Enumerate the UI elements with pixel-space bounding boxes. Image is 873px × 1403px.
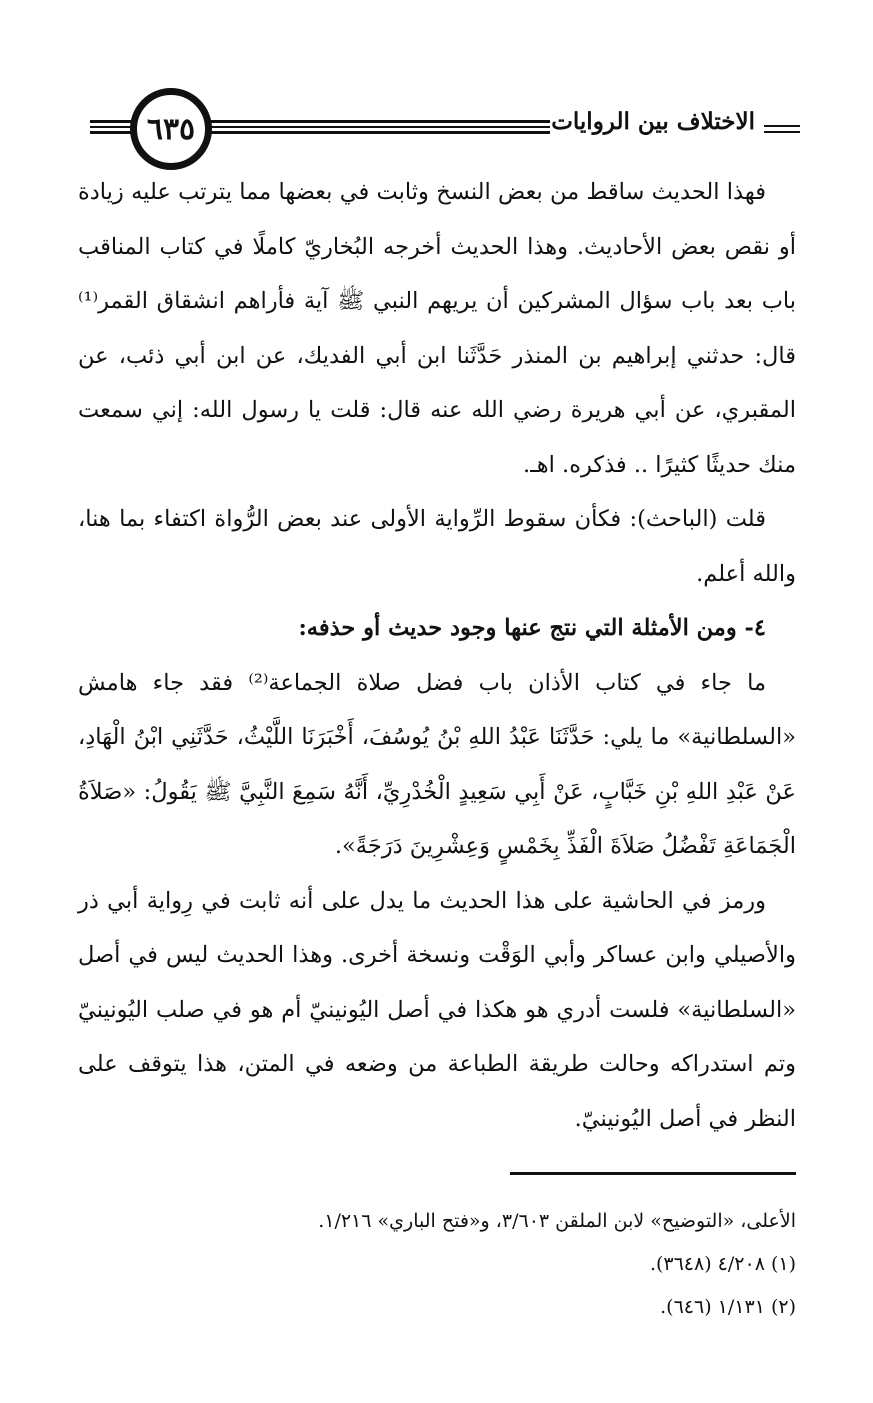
- main-text: [78, 165, 796, 1146]
- header-rule-right: [764, 125, 800, 133]
- footnote-separator: [510, 1172, 796, 1175]
- footnote-carryover: الأعلى، «التوضيح» لابن الملقن ٣/٦٠٣، و«فتح الباري» ١/٢١٦.: [318, 1210, 796, 1232]
- paragraph-2: قلت (الباحث): فكأن سقوط الرِّواية الأولى عند بعض الرُّواة اكتفاء بما هنا، والله أعلم.: [78, 506, 796, 587]
- footnotes: [120, 1200, 796, 1329]
- footnote-1: (١) ٤/٢٠٨ (٣٦٤٨).: [649, 1253, 796, 1275]
- header-rule-middle: [210, 120, 550, 134]
- paragraph-3: ما جاء في كتاب الأذان باب فضل صلاة الجماعة⁽²⁾ فقد جاء هامش «السلطانية» ما يلي: حَدَّثَنَا عَبْدُ اللهِ بْنُ يُوسُفَ، أَخْبَرَنَا اللَّيْثُ، حَدَّثَنِي ابْنُ الْهَادِ، عَنْ عَبْدِ اللهِ بْنِ خَبَّابٍ، عَنْ أَبِي سَعِيدٍ الْخُدْرِيِّ، أَنَّهُ سَمِعَ النَّبِيَّ ﷺ يَقُولُ: «صَلاَةُ الْجَمَاعَةِ تَفْضُلُ صَلاَةَ الْفَذِّ بِخَمْسٍ وَعِشْرِينَ دَرَجَةً».: [78, 669, 796, 859]
- footnote-2: (٢) ١/١٣١ (٦٤٦).: [660, 1296, 796, 1318]
- page-number-badge: [130, 88, 212, 170]
- paragraph-4: ورمز في الحاشية على هذا الحديث ما يدل على أنه ثابت في رِواية أبي ذر والأصيلي وابن عساكر وأبي الوَقْت ونسخة أخرى. وهذا الحديث ليس في أصل «السلطانية» فلست أدري هو هكذا في أصل اليُونينيّ أم هو في صلب اليُونينيّ وتم استدراكه وحالت طريقة الطباعة من وضعه في المتن، هذا يتوقف على النظر في أصل اليُونينيّ.: [78, 887, 796, 1132]
- running-title: الاختلاف بين الروايات: [551, 108, 755, 135]
- section-heading: ٤- ومن الأمثلة التي نتج عنها وجود حديث أو حذفه:: [298, 615, 766, 641]
- page-number: ٦٣٥: [146, 111, 196, 147]
- paragraph-1: فهذا الحديث ساقط من بعض النسخ وثابت في بعضها مما يترتب عليه زيادة أو نقص بعض الأحاديث. وهذا الحديث أخرجه البُخاريّ كاملًا في كتاب المناقب باب بعد باب سؤال المشركين أن يريهم النبي ﷺ آية فأراهم انشقاق القمر⁽¹⁾ قال: حدثني إبراهيم بن المنذر حَدَّثَنا ابن أبي الفديك، عن ابن أبي ذئب، عن المقبري، عن أبي هريرة رضي الله عنه قال: قلت يا رسول الله: إني سمعت منك حديثًا كثيرًا .. فذكره. اهـ.: [78, 179, 796, 478]
